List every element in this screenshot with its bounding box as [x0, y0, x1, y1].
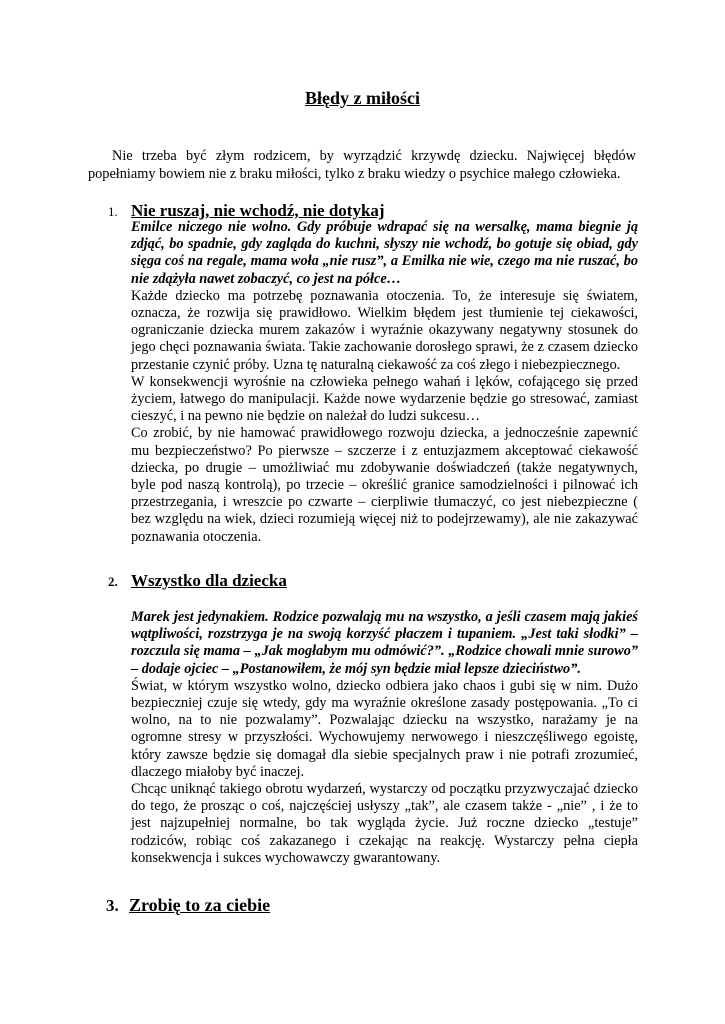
- section-1-body: [131, 219, 638, 546]
- section-1-title: Nie ruszaj, nie wchodź, nie dotykaj: [131, 201, 385, 220]
- document-title: Błędy z miłości: [305, 88, 420, 108]
- section-1-example: Emilce niczego nie wolno. Gdy próbuje wdrapać się na wersalkę, mama biegnie ją zdjąć, bo spadnie, gdy zagląda do kuchni, słyszy nie wchodź, bo gotuje się obiad, gdy sięga coś na regale, mama woła „nie rusz”, a Emilka nie wie, czego ma nie ruszać, bo nie zdążyła nawet zobaczyć, co jest na półce…: [131, 219, 638, 287]
- section-1-heading: [108, 201, 385, 221]
- section-2-number: 2.: [108, 574, 118, 589]
- section-1-paragraph-3: Co zrobić, by nie hamować prawidłowego rozwoju dziecka, a jednocześnie zapewnić mu bezpieczeństwo? Po pierwsze – szczerze i z entuzjazmem akceptować ciekawość dziecka, po drugie – umożliwiać mu zdobywanie doświadczeń (także negatywnych, byle pod naszą kontrolą), po trzecie – określić granice samodzielności i pilnować ich przestrzegania, i wreszcie po czwarte – cierpliwie tłumaczyć, co jest niebezpieczne ( bez względu na wiek, dzieci rozumieją więcej niż to podejrzewamy), ale nie zakazywać poznawania otoczenia.: [131, 425, 638, 545]
- section-2-body: [131, 609, 638, 867]
- section-1-number: 1.: [108, 204, 118, 219]
- intro-paragraph: Nie trzeba być złym rodzicem, by wyrządzić krzywdę dziecku. Najwięcej błędów popełniamy bowiem nie z braku miłości, tylko z braku wiedzy o psychice małego człowieka.: [88, 148, 636, 182]
- section-2-paragraph-2: Chcąc uniknąć takiego obrotu wydarzeń, wystarczy od początku przyzwyczajać dziecko do tego, że prosząc o coś, najczęściej usłyszy „tak”, ale czasem także - „nie” , i że to jest najzupełniej normalne, bo tak wygląda życie. Już roczne dziecko „testuje” rodziców, robiąc coś zakazanego i czekając na reakcję. Wystarczy pełna ciepła konsekwencja i sukces wychowawczy gwarantowany.: [131, 781, 638, 866]
- section-2-title: Wszystko dla dziecka: [131, 571, 287, 590]
- section-1-paragraph-1: Każde dziecko ma potrzebę poznawania otoczenia. To, że interesuje się światem, oznacza, że rozwija się prawidłowo. Wielkim błędem jest tłumienie tej ciekawości, ograniczanie dziecka murem zakazów i wyraźnie okazywany negatywny stosunek do jego chęci poznawania świata. Takie zachowanie dorosłego sprawi, że z czasem dziecko przestanie czynić próby. Uzna tę naturalną ciekawość za coś złego i niebezpiecznego.: [131, 287, 638, 373]
- section-3-title: Zrobię to za ciebie: [129, 895, 271, 915]
- section-1-paragraph-2: W konsekwencji wyrośnie na człowieka pełnego wahań i lęków, cofającego się przed życiem, łatwego do manipulacji. Każde nowe wydarzenie będzie go stresować, zamiast cieszyć, i na pewno nie będzie on należał do ludzi sukcesu…: [131, 373, 638, 425]
- section-2-example: Marek jest jedynakiem. Rodzice pozwalają mu na wszystko, a jeśli czasem mają jakieś wątpliwości, rozstrzyga je na swoją korzyść płaczem i tupaniem. „Jest taki słodki” – rozczula się mama – „Jak mogłabym mu odmówić?”. „Rodzice chowali mnie surowo” – dodaje ojciec – „Postanowiłem, że mój syn będzie miał lepsze dzieciństwo”.: [131, 609, 638, 677]
- section-3-number: 3.: [106, 896, 119, 915]
- section-2-paragraph-1: Świat, w którym wszystko wolno, dziecko odbiera jako chaos i gubi się w nim. Dużo bezpieczniej czuje się wtedy, gdy ma wyraźnie określone zasady postępowania. „To ci wolno, na to nie pozwalamy”. Pozwalając dziecku na wszystko, narażamy je na ogromne stresy w przyszłości. Wychowujemy nerwowego i nieszczęśliwego egoistę, który zawsze będzie się domagał dla siebie specjalnych praw i nie potrafi zrozumieć, dlaczego miałoby być inaczej.: [131, 677, 638, 780]
- section-3-heading: [106, 895, 270, 916]
- section-2-heading: [108, 571, 287, 591]
